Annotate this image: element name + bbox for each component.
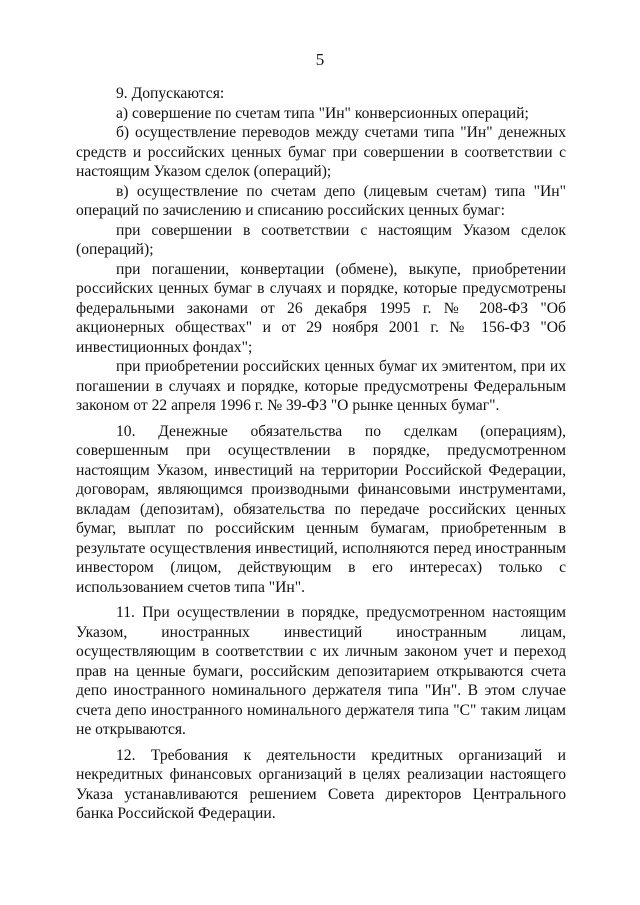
paragraph-9-a: а) совершение по счетам типа "Ин" конверсионных операций; (116, 104, 529, 122)
paragraph-10: 10. Денежные обязательства по сделкам (операциям), совершенным при осуществлении в порядке, предусмотренном настоящим Указом, инвестиций на территории Российской Федерации, договорам, являющимся производными финансовыми инструментами, вкладам (депозитам), обязательства по передаче российских ценных бумаг, выплат по российским ценным бумагам, приобретенным в результате осуществления инвестиций, исполняются перед иностранным инвестором (лицом, действующим в его интересах) только с использованием счетов типа "Ин". (76, 422, 566, 596)
page-number: 5 (315, 50, 325, 69)
paragraph-9-v-item-2: при погашении, конвертации (обмене), выкупе, приобретении российских ценных бумаг в случаях и порядке, которые предусмотрены федеральными законами от 26 декабря 1995 г. № 208-ФЗ "Об акционерных обществах" и от 29 ноября 2001 г. № 156-ФЗ "Об инвестиционных фондах"; (76, 260, 566, 356)
paragraph-9-heading: 9. Допускаются: (116, 85, 225, 102)
document-body (76, 84, 566, 824)
paragraph-11: 11. При осуществлении в порядке, предусмотренном настоящим Указом, иностранных инвестиций иностранным лицам, осуществляющим в соответствии с их личным законом учет и переход прав на ценные бумаги, российским депозитарием открываются счета депо иностранного номинального держателя типа "Ин". В этом случае счета депо иностранного номинального держателя типа "С" таким лицам не открываются. (76, 604, 566, 738)
paragraph-12: 12. Требования к деятельности кредитных организаций и некредитных финансовых организаций в целях реализации настоящего Указа устанавливаются решением Совета директоров Центрального банка Российской Федерации. (76, 746, 566, 822)
paragraph-9-b: б) осуществление переводов между счетами типа "Ин" денежных средств и российских ценных бумаг при совершении в соответствии с настоящим Указом сделок (операций); (76, 124, 566, 180)
paragraph-9-v-item-3: при приобретении российских ценных бумаг их эмитентом, при их погашении в случаях и порядке, которые предусмотрены Федеральным законом от 22 апреля 1996 г. № 39-ФЗ "О рынке ценных бумаг". (76, 358, 566, 414)
paragraph-9-v-item-1: при совершении в соответствии с настоящим Указом сделок (операций); (76, 221, 566, 258)
paragraph-9-v: в) осуществление по счетам депо (лицевым счетам) типа "Ин" операций по зачислению и списанию российских ценных бумаг: (76, 182, 566, 219)
